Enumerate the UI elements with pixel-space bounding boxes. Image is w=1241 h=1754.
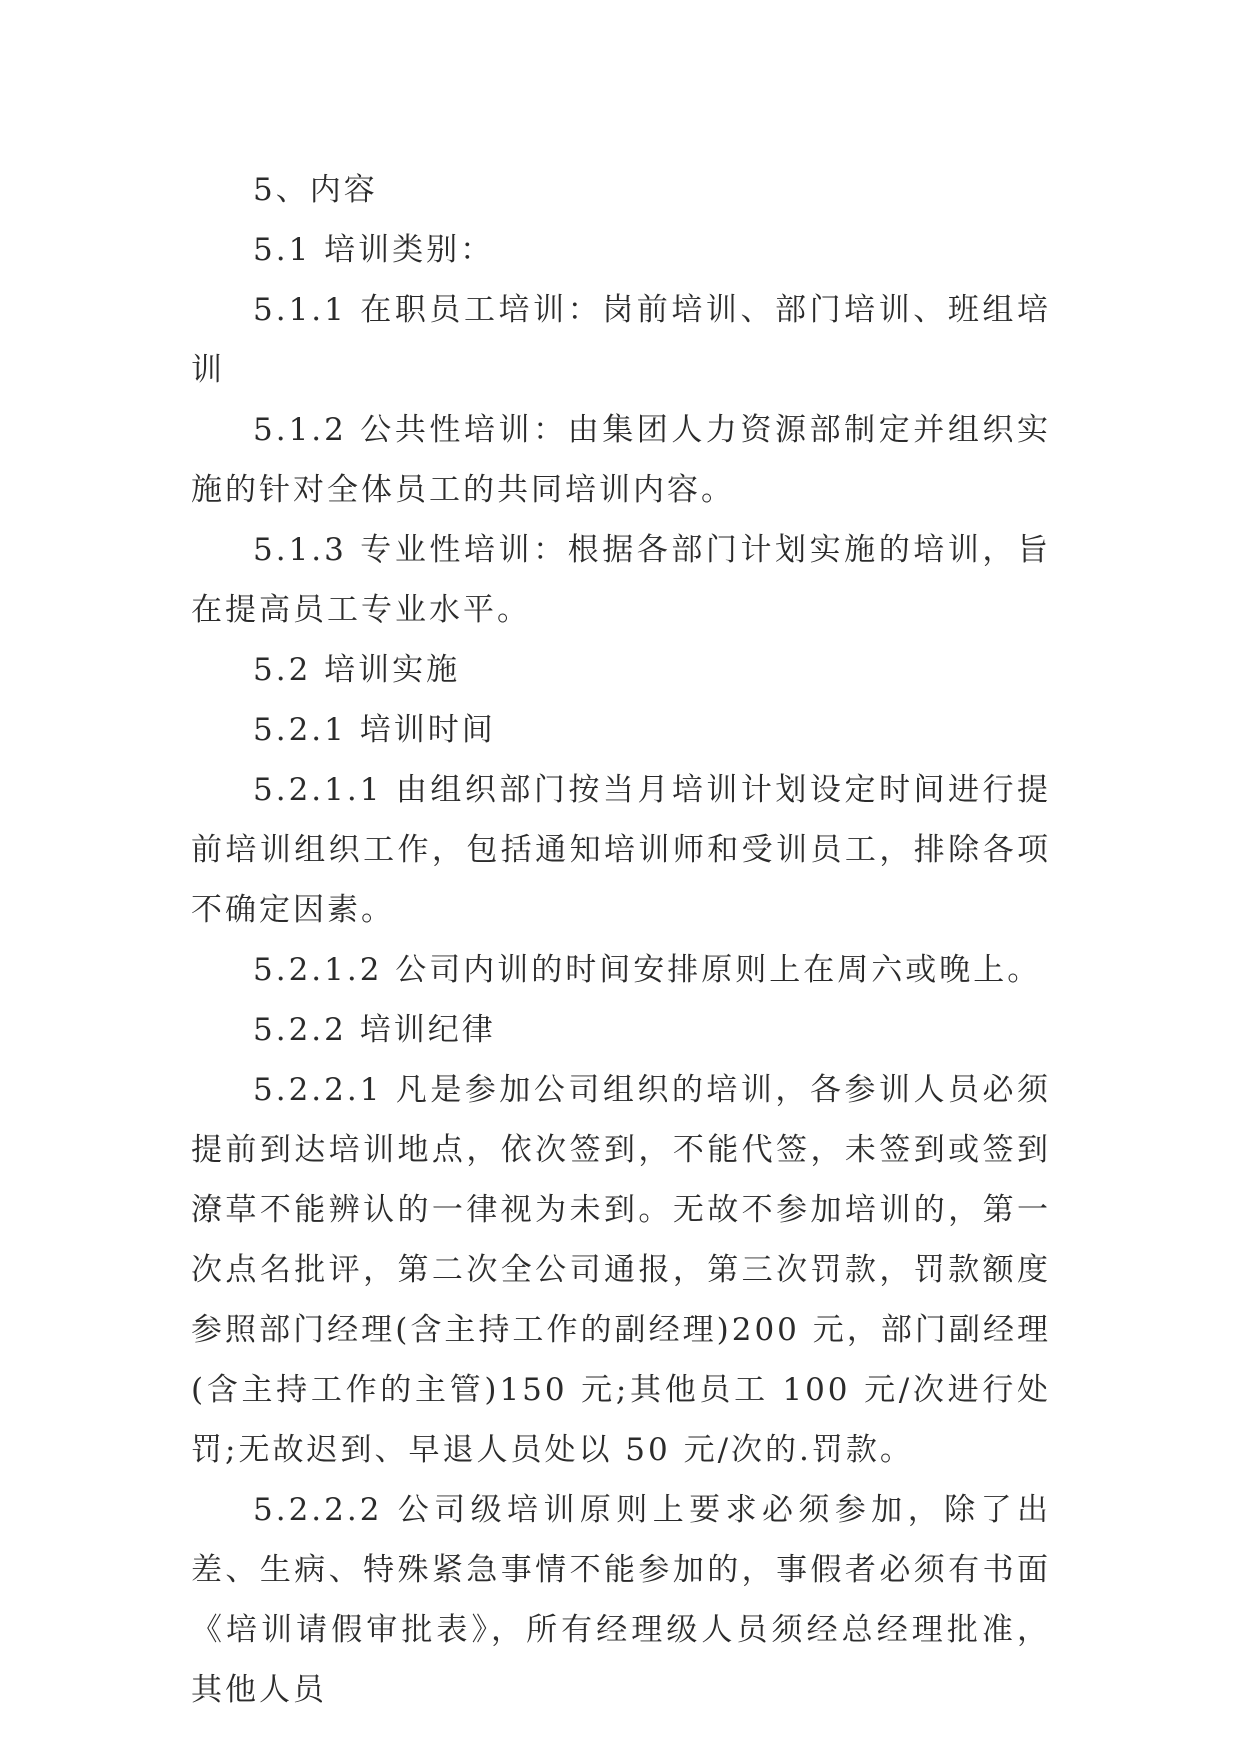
paragraph-5-2-2-1: 5.2.2.1 凡是参加公司组织的培训，各参训人员必须提前到达培训地点，依次签到，不能代签，未签到或签到潦草不能辨认的一律视为未到。无故不参加培训的，第一次点名批评，第二次全公司通报，第三次罚款，罚款额度参照部门经理(含主持工作的副经理)200 元，部门副经理(含主持工作的主管)150 元;其他员工 100 元/次进行处罚;无故迟到、早退人员处以 50 元/次的.罚款。 xyxy=(191,1072,1051,1468)
heading-5-2-1-training-time: 5.2.1 培训时间 xyxy=(253,712,496,748)
heading-5-content: 5、内容 xyxy=(253,172,378,208)
paragraph-5-2-1-1: 5.2.1.1 由组织部门按当月培训计划设定时间进行提前培训组织工作，包括通知培训师和受训员工，排除各项不确定因素。 xyxy=(191,772,1051,928)
paragraph-5-1-1: 5.1.1 在职员工培训：岗前培训、部门培训、班组培训 xyxy=(191,292,1051,388)
document-body xyxy=(191,160,1051,1720)
heading-5-2-training-implementation: 5.2 培训实施 xyxy=(253,652,461,688)
heading-5-1-training-categories: 5.1 培训类别： xyxy=(253,232,495,268)
paragraph-5-1-2: 5.1.2 公共性培训：由集团人力资源部制定并组织实施的针对全体员工的共同培训内容。 xyxy=(191,412,1051,508)
paragraph-5-1-3: 5.1.3 专业性培训：根据各部门计划实施的培训，旨在提高员工专业水平。 xyxy=(191,532,1051,628)
paragraph-5-2-1-2: 5.2.1.2 公司内训的时间安排原则上在周六或晚上。 xyxy=(253,952,1042,988)
paragraph-5-2-2-2: 5.2.2.2 公司级培训原则上要求必须参加，除了出差、生病、特殊紧急事情不能参加的，事假者必须有书面《培训请假审批表》，所有经理级人员须经总经理批准，其他人员 xyxy=(191,1492,1051,1708)
heading-5-2-2-training-discipline: 5.2.2 培训纪律 xyxy=(253,1012,496,1048)
